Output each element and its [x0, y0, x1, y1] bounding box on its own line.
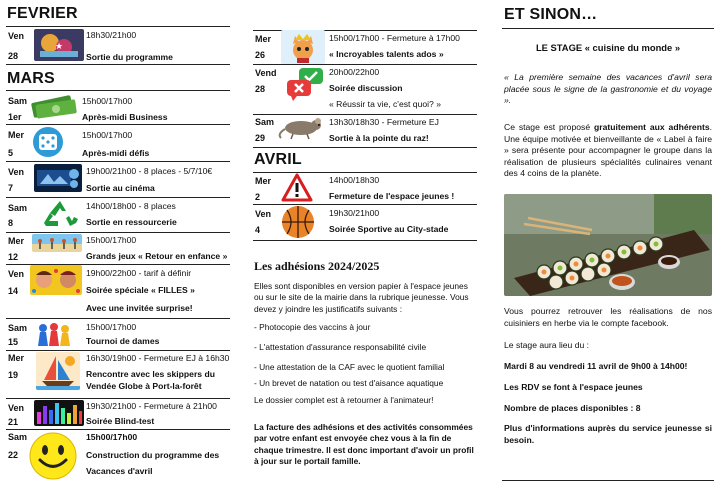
event-time: 14h00/18h00 - 8 places [86, 201, 176, 211]
stage-rdv: Les RDV se font à l'espace jeunes [504, 382, 643, 392]
adhesions-intro: Elles sont disponibles en version papier à l'espace jeunes ou sur le site de la mairie dans la rubrique jeunesse. Vous devez y joindre les justificatifs suivants : [254, 281, 469, 314]
event-time: 13h30/18h30 - Fermeture EJ [329, 117, 439, 127]
event-title: « Incroyables talents ados » [329, 49, 444, 59]
event-time: 18h30/21h00 [86, 30, 137, 40]
event-title: Soirée Sportive au City-stade [329, 224, 449, 234]
event-time: 15h00/17h00 [86, 235, 137, 245]
cinema-icon [34, 164, 82, 192]
event-day: Sam [8, 96, 28, 106]
event-row [6, 161, 230, 195]
stage-places: Nombre de places disponibles : 8 [504, 403, 641, 413]
event-num: 14 [8, 286, 19, 296]
event-day: Sam [255, 117, 275, 127]
event-day: Sam [8, 432, 28, 442]
kids-beach-icon [32, 234, 82, 252]
event-subtitle: Vacances d'avril [86, 466, 153, 476]
event-time: 15h00/17h00 - Fermeture à 17h00 [329, 33, 460, 43]
event-row [6, 232, 230, 262]
adhesions-billing: La facture des adhésions et des activités consommées par votre enfant est envoyée chez vous à la fin de chaque trimestre. Il est donc important d'avoir un profil à jour sur le portail famille. [254, 422, 474, 466]
event-title: Sortie en ressourcerie [86, 217, 177, 227]
stage-intro: « La première semaine des vacances d'avril sera placée sous le signe de la gastronomie et du voyage ». [504, 72, 712, 105]
event-num: 1er [8, 112, 22, 122]
event-title: Tournoi de dames [86, 336, 160, 346]
event-time: 19h30/21h00 [329, 208, 380, 218]
event-time: 14h00/18h30 [329, 175, 380, 185]
event-num: 2 [255, 192, 261, 202]
column-right [502, 0, 714, 489]
party-icon [30, 265, 82, 295]
event-row [6, 124, 230, 158]
event-num: 21 [8, 417, 19, 427]
event-day: Mer [255, 176, 272, 186]
event-time: 19h30/21h00 - Fermeture à 21h00 [86, 401, 217, 411]
event-day: Mer [255, 34, 272, 44]
event-title: Sortie au cinéma [86, 183, 155, 193]
event-time: 15h00/17h00 [86, 322, 137, 332]
divider [253, 240, 477, 241]
event-row [6, 264, 230, 316]
warning-icon [281, 173, 313, 203]
event-title: Après-midi défis [82, 148, 150, 158]
event-num: 28 [8, 51, 19, 61]
divider [502, 480, 714, 481]
event-row [6, 398, 230, 428]
event-day: Ven [8, 167, 25, 177]
event-row [253, 204, 477, 240]
event-num: 26 [255, 50, 266, 60]
event-title: Sortie à la pointe du raz! [329, 133, 429, 143]
event-row [253, 114, 477, 148]
event-title: Rencontre avec les skippers du [86, 369, 215, 379]
sailboat-icon [36, 352, 80, 390]
event-title: Fermeture de l'espace jeunes ! [329, 191, 455, 201]
graffiti-icon [34, 29, 84, 61]
event-time: 19h00/21h00 - 8 places - 5/7/10€ [86, 166, 213, 176]
event-time: 19h00/22h00 - tarif à définir [86, 268, 192, 278]
adhesions-return: Le dossier complet est à retourner à l'animateur! [254, 395, 434, 405]
event-title: Construction du programme des [86, 450, 220, 460]
event-row [253, 30, 477, 64]
divider [253, 147, 477, 148]
stage-facebook: Vous pourrez retrouver les réalisations de nos cuisiniers en herbe via le compte facebook. [504, 306, 712, 328]
event-time: 20h00/22h00 [329, 67, 380, 77]
event-subtitle: Vendée Globe à Port-la-forêt [86, 381, 202, 391]
money-icon [28, 92, 80, 120]
event-subtitle: « Réussir ta vie, c'est quoi? » [329, 99, 441, 109]
event-day: Sam [8, 323, 28, 333]
event-row [6, 350, 230, 398]
event-num: 5 [8, 148, 14, 158]
event-title: Grands jeux « Retour en enfance » [86, 251, 228, 261]
event-day: Mer [8, 236, 25, 246]
event-row [6, 318, 230, 350]
adhesions-title: Les adhésions 2024/2025 [254, 259, 380, 273]
stage-title: LE STAGE « cuisine du monde » [535, 42, 681, 53]
heading-avril: AVRIL [254, 151, 302, 168]
event-subtitle: Avec une invitée surprise! [86, 303, 193, 313]
divider [502, 28, 714, 29]
event-title: Soirée discussion [329, 83, 403, 93]
event-num: 4 [255, 225, 261, 235]
event-title: Soirée Blind-test [86, 416, 155, 426]
stage-more-info: Plus d'informations auprès du service jeunesse si besoin. [504, 423, 712, 445]
event-row [6, 429, 230, 485]
recycle-icon [36, 199, 84, 229]
event-num: 22 [8, 450, 19, 460]
event-row [6, 90, 230, 122]
heading-et-sinon: ET SINON… [504, 6, 598, 23]
event-row [6, 26, 230, 66]
event-day: Ven [8, 31, 25, 41]
event-title: Soirée spéciale « FILLES » [86, 285, 195, 295]
stage-dates: Mardi 8 au vendredi 11 avril de 9h00 à 14h00! [504, 361, 688, 371]
event-day: Mer [8, 353, 25, 363]
event-time: 15h00/17h00 [82, 96, 133, 106]
sushi-photo [504, 194, 712, 296]
adhesions-item: - Un brevet de natation ou test d'aisance aquatique [254, 378, 444, 388]
event-num: 19 [8, 370, 19, 380]
event-day: Ven [8, 403, 25, 413]
heading-mars: MARS [7, 70, 55, 87]
basketball-icon [281, 205, 315, 239]
event-day: Mer [8, 130, 25, 140]
adhesions-item: - L'attestation d'assurance responsabilité civile [254, 342, 427, 352]
event-day: Ven [8, 269, 25, 279]
stage-description: Ce stage est proposé gratuitement aux adhérents. Une équipe motivée et bienveillante de « Label à faire » sera présente pour accompagner le groupe dans la réalisation de plusieurs spécialités culinaires venant des 4 coins de la planète. [504, 122, 712, 178]
column-middle [253, 0, 483, 489]
stage-dates-label: Le stage aura lieu du : [504, 340, 590, 350]
event-day: Vend [255, 68, 277, 78]
event-num: 29 [255, 133, 266, 143]
pawns-icon [34, 320, 74, 348]
event-num: 28 [255, 84, 266, 94]
dice-icon [28, 126, 68, 158]
event-num: 8 [8, 218, 14, 228]
heading-fevrier: FEVRIER [7, 5, 78, 22]
trophy-cat-icon [281, 30, 325, 64]
event-title: Après-midi Business [82, 112, 168, 122]
event-row [253, 172, 477, 204]
smiley-icon [28, 431, 78, 481]
event-row [6, 197, 230, 231]
equalizer-icon [34, 400, 84, 426]
event-day: Sam [8, 203, 28, 213]
column-left [0, 0, 236, 489]
event-num: 12 [8, 252, 19, 262]
rat-icon [275, 114, 327, 140]
chat-bubbles-icon [283, 66, 327, 102]
event-row [253, 64, 477, 114]
divider [6, 64, 230, 65]
event-num: 15 [8, 337, 19, 347]
adhesions-item: - Photocopie des vaccins à jour [254, 322, 371, 332]
svg-text:★: ★ [54, 41, 64, 51]
adhesions-item: - Une attestation de la CAF avec le quotient familial [254, 362, 445, 372]
event-num: 7 [8, 183, 14, 193]
event-time: 16h30/19h00 - Fermeture EJ à 16h30 [86, 353, 230, 363]
event-day: Ven [255, 209, 272, 219]
event-time: 15h00/17h00 [86, 432, 138, 442]
event-time: 15h00/17h00 [82, 130, 133, 140]
event-title: Sortie du programme [86, 52, 173, 62]
